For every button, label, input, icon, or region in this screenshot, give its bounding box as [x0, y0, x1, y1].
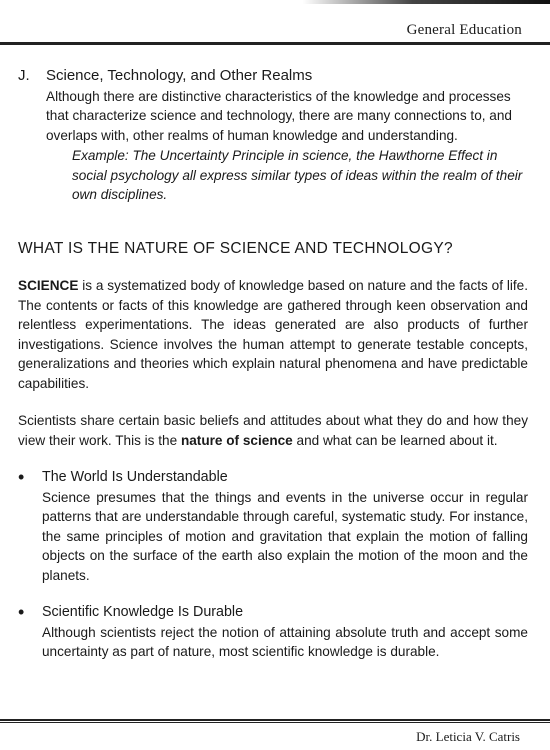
science-definition-paragraph: [18, 276, 528, 393]
bullet-item: [18, 468, 528, 585]
item-j-text: Although there are distinctive characteristics of the knowledge and processes that characterize science and technology, there are many connections to, and overlaps with, other realms of human knowledge and understanding.: [46, 88, 512, 143]
bullet-heading: Scientific Knowledge Is Durable: [42, 604, 244, 620]
bullet-item: [18, 603, 528, 662]
nature-of-science-paragraph: [18, 411, 528, 450]
nature-text-after: and what can be learned about it.: [292, 432, 498, 448]
section-title: WHAT IS THE NATURE OF SCIENCE AND TECHNOLOGY?: [18, 239, 453, 257]
item-j: [18, 66, 528, 205]
item-j-example: Example: The Uncertainty Principle in science, the Hawthorne Effect in social psychology all express similar types of ideas within the realm of their own disciplines.: [72, 148, 523, 202]
top-edge-line: [0, 0, 550, 4]
page-content: [18, 66, 528, 662]
science-definition-text: is a systematized body of knowledge based on nature and the facts of life. The contents or facts of this knowledge are gathered through keen observation and relentless experimentations. The ideas generated are also products of further investigations. Science involves the human attempt to generate testable concepts, generalizations and theories which explain natural phenomena and have predictable capabilities.: [18, 278, 528, 391]
nature-of-science-term: nature of science: [180, 432, 293, 448]
nature-text-before: Scientists share certain basic beliefs and attitudes about what they do and how they view their work. This is the: [18, 413, 528, 448]
running-footer: Dr. Leticia V. Catris: [416, 729, 520, 744]
science-lead-word: SCIENCE: [18, 278, 79, 293]
footer-rule: [0, 719, 550, 723]
bullet-text: Science presumes that the things and events in the universe occur in regular patterns that are understandable through careful, systematic study. For instance, the same principles of motion and gravitation that explain the motion of falling objects on the surface of the earth also explain the motion of the moon and the planets.: [42, 489, 528, 583]
bullet-dot-icon: •: [18, 602, 25, 622]
bullet-text: Although scientists reject the notion of attaining absolute truth and accept some uncertainty as part of nature, most scientific knowledge is durable.: [42, 624, 528, 659]
header-rule: [0, 42, 550, 45]
bullet-heading: The World Is Understandable: [42, 469, 228, 485]
bullet-body: [42, 603, 528, 662]
running-header: General Education: [406, 22, 522, 38]
bullet-dot-icon: •: [18, 467, 25, 487]
item-j-heading: Science, Technology, and Other Realms: [46, 67, 313, 84]
item-j-marker: J.: [18, 67, 30, 84]
bullet-body: [42, 468, 528, 585]
item-j-body: [46, 66, 528, 205]
